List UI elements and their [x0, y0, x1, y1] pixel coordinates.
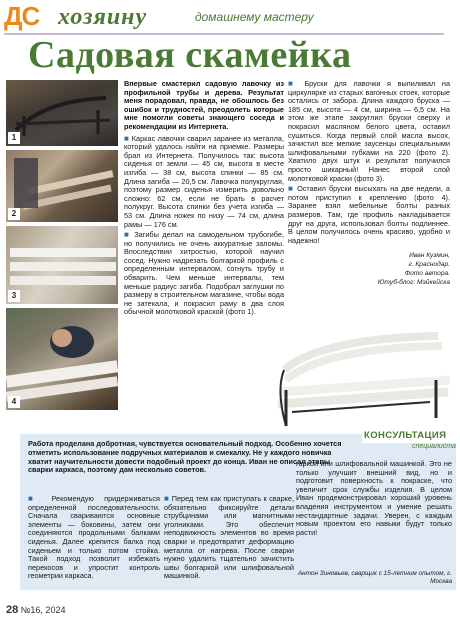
- consultation-subtitle: специалиста: [412, 443, 456, 450]
- article-paragraph: ■ Бруски для лавочки я выпиливал на циркулярке из старых вагонных стоек, которые остались от забора. Длина каждого бруска — 185 см, высота — 4 см, ширина — 6,5 см. На этом же этапе закруглил бруски сверху и покрасил масляном белого цвета, оставил сушиться. Когда первый слой масла высох, зачистил все мелкие заусенцы специальными шлифовальными губками на 220 (фото 2). Хватило двух штук и результат получился просто шикарный! Нанес второй слой молотковой краски (фото 3).: [288, 79, 450, 183]
- issue-number: №16, 2024: [20, 605, 66, 615]
- rubric-title: хозяину: [58, 4, 148, 30]
- bench-frame-photo-illustration: [6, 80, 118, 146]
- author-name: Иван Кузмин,: [409, 252, 450, 260]
- consultation-column-2: ■ Перед тем как приступать к сварке, обязательно фиксируйте детали струбцинами или магнитными уголниками. Это обеспечит неподвижность элементов во время сварки и предотвратит деформацию металла от нагрева. После сварки нужно удалить тщательно зачистить швы болгаркой или шлифовальной машинкой.: [164, 494, 294, 581]
- photo-number: 3: [8, 290, 20, 302]
- square-bullet-icon: ■: [164, 494, 172, 503]
- photo-bench-frame: [6, 80, 118, 146]
- author-signature: [288, 251, 450, 287]
- magazine-logo: ДС: [4, 1, 40, 31]
- consultation-lead: Работа проделана добротная, чувствуется основательный подход. Особенно хочется отметить использование подручных материалов и смекалку. Не у каждого новичка хватит научительности довести подобный проект до конца. Иван не описал этапы сварки каркаса, поэтому дам несколько советов.: [28, 439, 342, 475]
- planks-photo-illustration: [6, 150, 118, 222]
- photo-number: 1: [8, 132, 20, 144]
- square-bullet-icon: ■: [288, 184, 298, 194]
- article-column-right: [288, 80, 450, 287]
- consultation-column-3: гаркой или шлифовальной машинкой. Это не только улучшит внешний вид, но и подготовит поверхность к покраске, что увеличит срок службы изделия. В целом Иван продемонстрировал хороший уровень владения инструментом и умение решать нестандартные задачи. Уверен, с каждым новым проектом его навыки будут только расти!: [296, 459, 452, 537]
- author-blog: Ютуб-блог: Мэйкейска: [377, 279, 450, 287]
- photo-painted-planks: [6, 226, 118, 304]
- photo-number: 2: [8, 208, 20, 220]
- page-footer: [6, 604, 65, 616]
- consultation-column-1: ■ Рекомендую придерживаться определенной последовательности. Сначала свариваются основные элементы — боковины, затем они соединяются продольными балками сиденья. Далее крепится балка под сиденьем и только потом стойка. Такой подход позволит избежать перекосов и упростит контроль геометрии каркаса.: [28, 494, 160, 581]
- square-bullet-icon: ■: [288, 79, 305, 88]
- expert-signature: Антон Зиновьев, сварщик с 15-летним опытом, г. Москва: [297, 570, 452, 585]
- article-lead: Впервые смастерил садовую лавочку из профильной трубы и дерева. Результат меня порадовал, правда, не обошлось без ошибок и трудностей, преодолеть которые мне помогли советы знающего соседа и рекомендации из Интернета.: [124, 79, 284, 131]
- article-paragraph: ■ Загибы делал на самодельном трубогибе, но получились не очень аккуратные заломы. Впоследствии хитростью, которой научил сосед. Нужно надрезать болгаркой профиль с определенным интервалом, согнуть трубу и обварить. Чем меньше интервалы, тем меньше радиус загиба. Подобрал заглушки по размеру в строительном магазине, чтобы вода не затекала, и покрасил раму в два слоя обычной молотковой краской (фото 1).: [124, 230, 284, 317]
- article-column-left: [124, 80, 284, 319]
- page-number: 28: [6, 604, 19, 616]
- square-bullet-icon: ■: [28, 494, 52, 503]
- article-paragraph: ■ Каркас лавочки сварил заранее из металла, который удалось найти на приемке. Размеры брал из Интернета. Получилось так: высота сиденья от земли — 45 см, высота в месте изгиба — 38 см, высота спинки — 85 см. Длина загиба — 20,5 см. Лавочка полукруглая, поэтому размер сиденья измерить довольно сложно: 62 см, если не брать в расчет полукруг. Высота спинки без учета изгиба — 53 см. Длина ножек по низу — 74 см, длина рамы — 176 см.: [124, 133, 285, 229]
- finished-bench-image: [262, 330, 458, 430]
- photo-planks: [6, 150, 118, 222]
- author-city: г. Краснодар.: [408, 261, 450, 269]
- assembly-photo-illustration: [6, 308, 118, 410]
- square-bullet-icon: ■: [124, 133, 132, 143]
- consultation-title: КОНСУЛЬТАЦИЯ: [364, 430, 447, 441]
- photo-credit: Фото автора.: [404, 270, 450, 278]
- square-bullet-icon: ■: [124, 230, 135, 240]
- article-title: Садовая скамейка: [28, 34, 352, 76]
- page-header: [0, 0, 460, 36]
- photo-assembly: [6, 308, 118, 410]
- painted-planks-photo-illustration: [6, 226, 118, 304]
- rubric-subtitle: домашнему мастеру: [195, 10, 314, 24]
- article-paragraph: ■ Оставил бруски высыхать на две недели, а потом приступил к креплению (фото 4). Заранее взял мебельные болты разных размеров. Там, где профиль накладывается друг на друга, использовал болты подлиннее. В целом получилось очень красиво, удобно и надежно!: [288, 184, 450, 245]
- photo-number: 4: [8, 396, 20, 408]
